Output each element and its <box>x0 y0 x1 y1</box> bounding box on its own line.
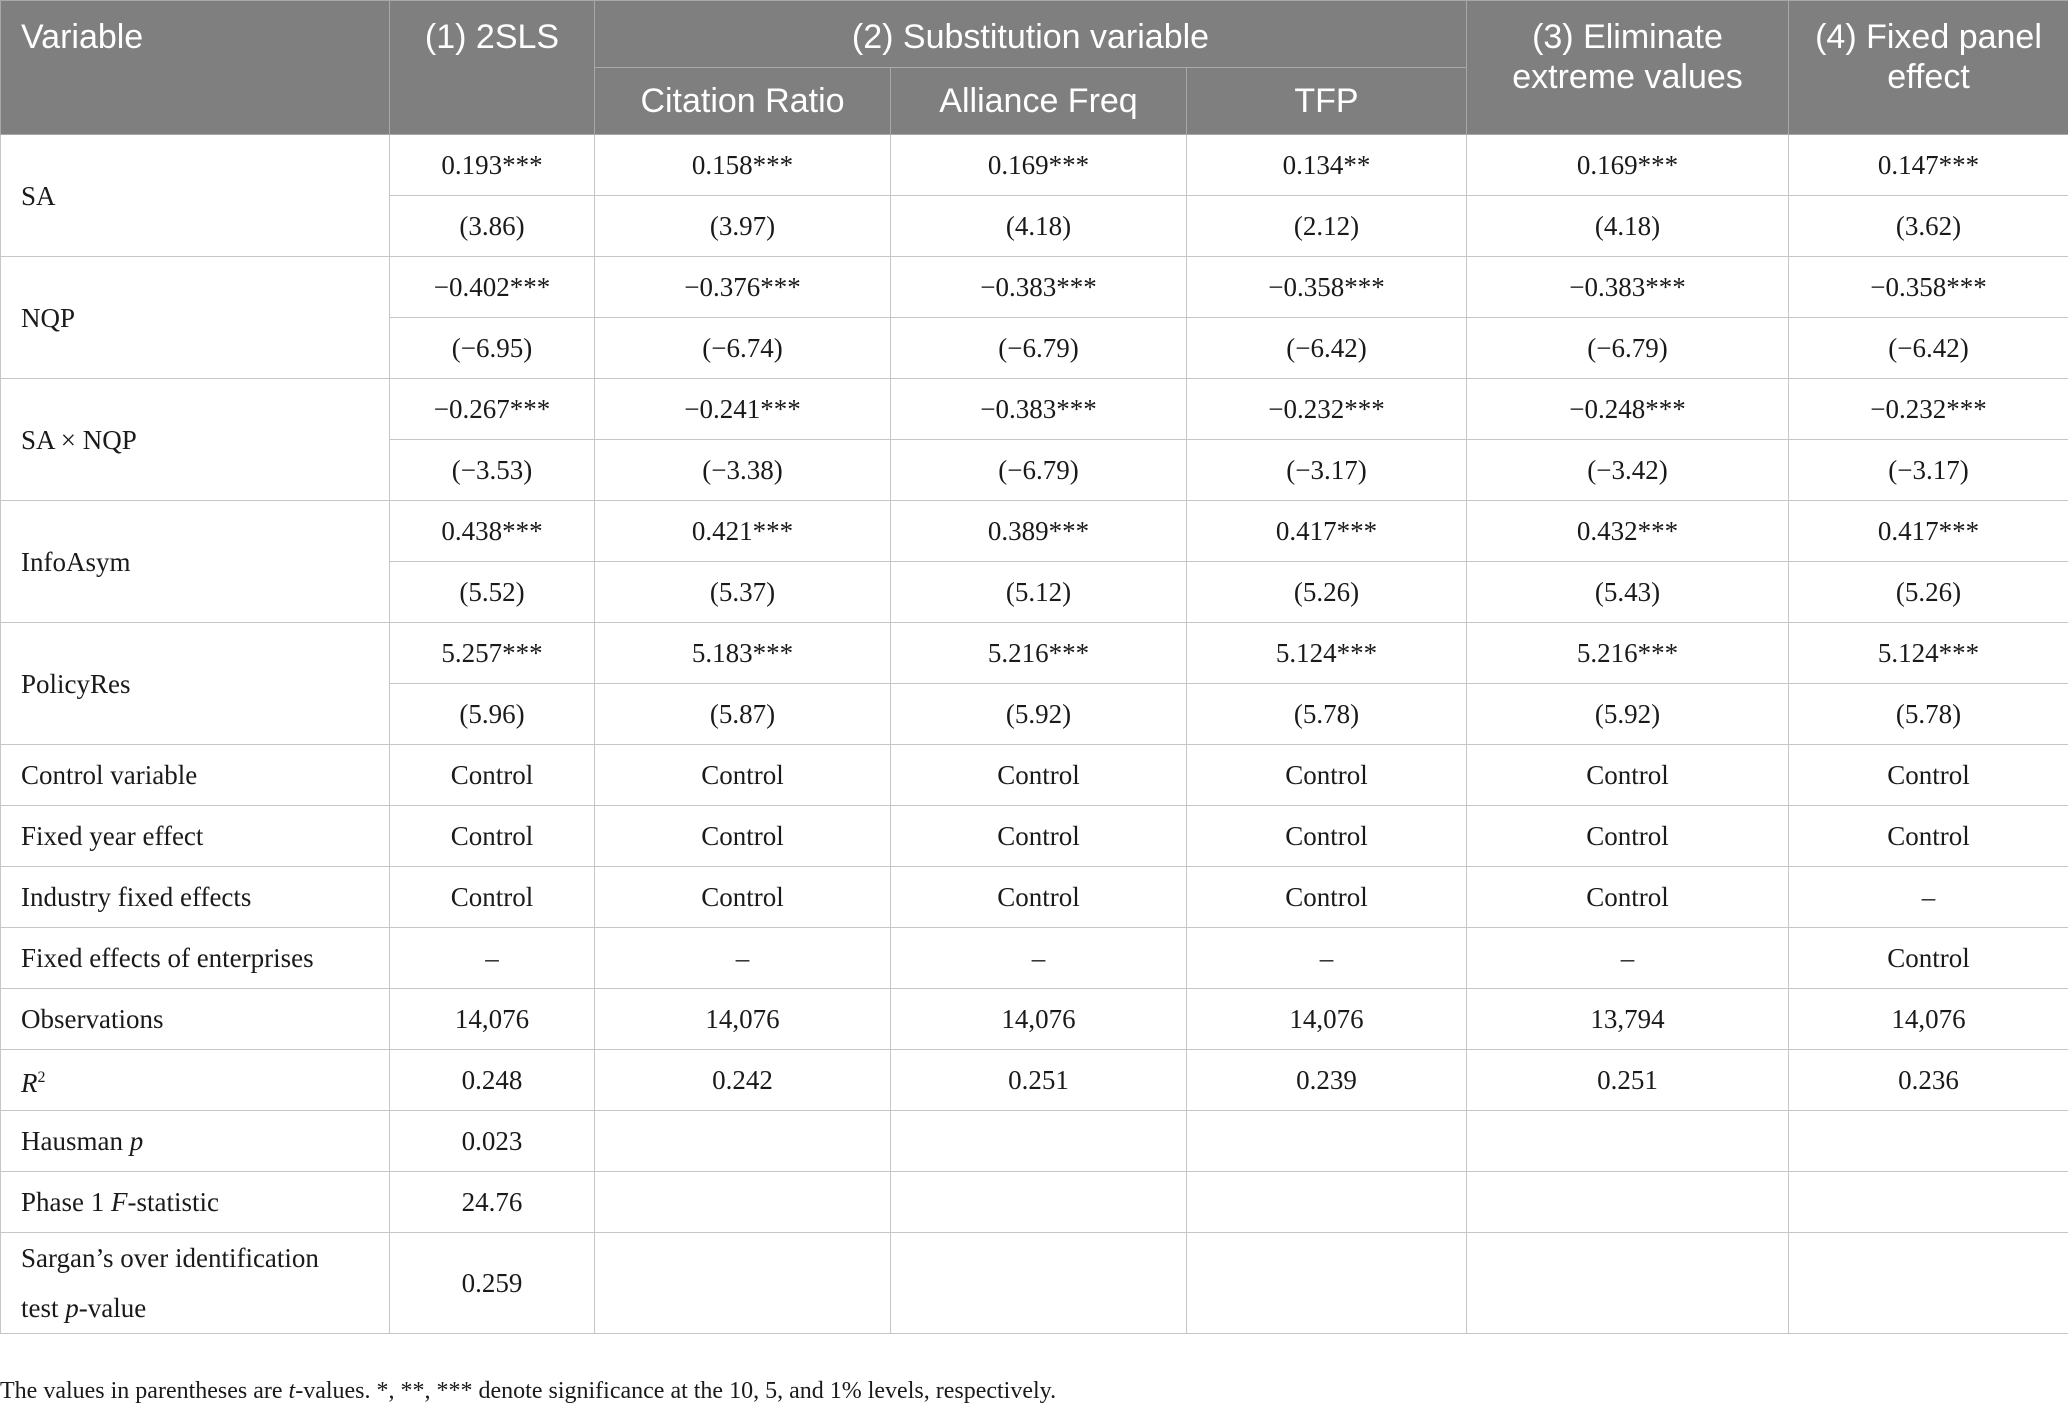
value-cell: 14,076 <box>390 989 595 1050</box>
row-label: InfoAsym <box>1 501 390 623</box>
value-cell: 14,076 <box>891 989 1187 1050</box>
row-label: SA <box>1 135 390 257</box>
empty-cell <box>595 1172 891 1233</box>
t-value-cell: (−6.74) <box>595 318 891 379</box>
value-cell: Control <box>1187 867 1467 928</box>
value-cell: Control <box>390 867 595 928</box>
header-col2b: Alliance Freq <box>891 68 1187 135</box>
value-cell: – <box>595 928 891 989</box>
sargan-label-line2-pre: test <box>21 1293 66 1323</box>
table-row <box>1 1233 2068 1334</box>
row-label <box>1 1050 390 1111</box>
t-value-cell: (5.37) <box>595 562 891 623</box>
empty-cell <box>1789 1233 2068 1334</box>
coefficient-cell: 0.169*** <box>891 135 1187 196</box>
value-cell: 0.248 <box>390 1050 595 1111</box>
t-value-cell: (5.52) <box>390 562 595 623</box>
r2-superscript: 2 <box>37 1068 46 1086</box>
t-value-cell: (3.97) <box>595 196 891 257</box>
coefficient-cell: 5.216*** <box>1467 623 1789 684</box>
value-cell: 0.242 <box>595 1050 891 1111</box>
coefficient-cell: 5.216*** <box>891 623 1187 684</box>
value-cell: Control <box>891 867 1187 928</box>
empty-cell <box>1467 1233 1789 1334</box>
t-value-cell: (4.18) <box>891 196 1187 257</box>
value-cell: Control <box>390 745 595 806</box>
phase1-label: Phase 1 <box>21 1187 111 1217</box>
value-cell: 14,076 <box>1789 989 2068 1050</box>
value-cell: 0.251 <box>891 1050 1187 1111</box>
value-cell: Control <box>390 806 595 867</box>
table-note <box>0 1378 1056 1405</box>
table-row <box>1 1172 2068 1233</box>
value-cell: 0.236 <box>1789 1050 2068 1111</box>
header-variable: Variable <box>1 1 390 135</box>
t-value-cell: (5.92) <box>891 684 1187 745</box>
t-value-cell: (5.78) <box>1789 684 2068 745</box>
t-value-cell: (−6.79) <box>891 440 1187 501</box>
row-label <box>1 1233 390 1334</box>
value-cell: Control <box>595 745 891 806</box>
t-value-cell: (−6.79) <box>891 318 1187 379</box>
table-body <box>1 135 2068 1334</box>
table-row <box>1 623 2068 684</box>
coefficient-cell: 5.124*** <box>1789 623 2068 684</box>
coefficient-cell: −0.267*** <box>390 379 595 440</box>
coefficient-cell: 0.193*** <box>390 135 595 196</box>
t-value-cell: (−3.42) <box>1467 440 1789 501</box>
table-row <box>1 745 2068 806</box>
row-label: Observations <box>1 989 390 1050</box>
value-cell: Control <box>1467 745 1789 806</box>
table-row <box>1 867 2068 928</box>
t-value-cell: (5.78) <box>1187 684 1467 745</box>
row-label: Fixed effects of enterprises <box>1 928 390 989</box>
t-value-cell: (5.92) <box>1467 684 1789 745</box>
coefficient-cell: −0.358*** <box>1789 257 2068 318</box>
t-value-cell: (−6.95) <box>390 318 595 379</box>
t-value-cell: (4.18) <box>1467 196 1789 257</box>
value-cell: – <box>1187 928 1467 989</box>
coefficient-cell: 0.169*** <box>1467 135 1789 196</box>
empty-cell <box>891 1111 1187 1172</box>
coefficient-cell: −0.383*** <box>891 257 1187 318</box>
coefficient-cell: −0.376*** <box>595 257 891 318</box>
coefficient-cell: 5.183*** <box>595 623 891 684</box>
table-row <box>1 501 2068 562</box>
empty-cell <box>1187 1111 1467 1172</box>
value-cell: Control <box>1187 745 1467 806</box>
sargan-label-italic: p <box>65 1293 79 1323</box>
sargan-label-line1: Sargan’s over identification <box>21 1243 319 1273</box>
t-value-cell: (5.26) <box>1789 562 2068 623</box>
note-italic: t <box>288 1378 296 1404</box>
table-row <box>1 806 2068 867</box>
coefficient-cell: 0.147*** <box>1789 135 2068 196</box>
value-cell: 0.239 <box>1187 1050 1467 1111</box>
coefficient-cell: −0.358*** <box>1187 257 1467 318</box>
value-cell: 0.251 <box>1467 1050 1789 1111</box>
value-cell: Control <box>1467 867 1789 928</box>
coefficient-cell: −0.383*** <box>891 379 1187 440</box>
t-value-cell: (−3.17) <box>1187 440 1467 501</box>
value-cell: Control <box>891 745 1187 806</box>
coefficient-cell: 5.257*** <box>390 623 595 684</box>
note-post: -values. *, **, *** denote significance at the 10, 5, and 1% levels, respectively. <box>295 1378 1057 1404</box>
value-cell: 0.023 <box>390 1111 595 1172</box>
coefficient-cell: −0.383*** <box>1467 257 1789 318</box>
empty-cell <box>1789 1172 2068 1233</box>
header-col4: (4) Fixed panel effect <box>1789 1 2068 135</box>
t-value-cell: (3.86) <box>390 196 595 257</box>
table-row <box>1 989 2068 1050</box>
phase1-label-rest: -statistic <box>127 1187 219 1217</box>
coefficient-cell: −0.248*** <box>1467 379 1789 440</box>
table-row <box>1 379 2068 440</box>
t-value-cell: (−6.79) <box>1467 318 1789 379</box>
header-col3: (3) Eliminate extreme values <box>1467 1 1789 135</box>
note-pre: The values in parentheses are <box>0 1378 289 1404</box>
value-cell: – <box>1467 928 1789 989</box>
empty-cell <box>595 1111 891 1172</box>
table-row <box>1 1050 2068 1111</box>
value-cell: – <box>891 928 1187 989</box>
value-cell: 24.76 <box>390 1172 595 1233</box>
coefficient-cell: 0.421*** <box>595 501 891 562</box>
t-value-cell: (5.26) <box>1187 562 1467 623</box>
value-cell: Control <box>595 806 891 867</box>
t-value-cell: (5.96) <box>390 684 595 745</box>
value-cell: – <box>390 928 595 989</box>
empty-cell <box>1187 1233 1467 1334</box>
header-col1: (1) 2SLS <box>390 1 595 135</box>
value-cell: Control <box>1187 806 1467 867</box>
coefficient-cell: −0.232*** <box>1187 379 1467 440</box>
table-row <box>1 928 2068 989</box>
empty-cell <box>595 1233 891 1334</box>
coefficient-cell: 0.134** <box>1187 135 1467 196</box>
table-row <box>1 1111 2068 1172</box>
row-label: Fixed year effect <box>1 806 390 867</box>
t-value-cell: (2.12) <box>1187 196 1467 257</box>
value-cell: 13,794 <box>1467 989 1789 1050</box>
hausman-label-italic: p <box>129 1126 144 1156</box>
coefficient-cell: 0.438*** <box>390 501 595 562</box>
t-value-cell: (5.12) <box>891 562 1187 623</box>
empty-cell <box>891 1172 1187 1233</box>
value-cell: Control <box>1789 928 2068 989</box>
t-value-cell: (5.87) <box>595 684 891 745</box>
header-col2-group: (2) Substitution variable <box>595 1 1467 68</box>
coefficient-cell: 0.158*** <box>595 135 891 196</box>
empty-cell <box>1789 1111 2068 1172</box>
empty-cell <box>1467 1111 1789 1172</box>
t-value-cell: (−6.42) <box>1789 318 2068 379</box>
row-label: SA × NQP <box>1 379 390 501</box>
r2-label: R <box>21 1067 38 1098</box>
empty-cell <box>1187 1172 1467 1233</box>
hausman-label: Hausman <box>21 1126 130 1156</box>
value-cell: Control <box>1789 806 2068 867</box>
t-value-cell: (−3.38) <box>595 440 891 501</box>
row-label: PolicyRes <box>1 623 390 745</box>
coefficient-cell: −0.402*** <box>390 257 595 318</box>
empty-cell <box>1467 1172 1789 1233</box>
table-header <box>1 1 2068 135</box>
value-cell: Control <box>1467 806 1789 867</box>
table-row <box>1 135 2068 196</box>
row-label: NQP <box>1 257 390 379</box>
row-label <box>1 1172 390 1233</box>
coefficient-cell: 5.124*** <box>1187 623 1467 684</box>
coefficient-cell: 0.432*** <box>1467 501 1789 562</box>
t-value-cell: (−3.17) <box>1789 440 2068 501</box>
table-row <box>1 257 2068 318</box>
t-value-cell: (−6.42) <box>1187 318 1467 379</box>
empty-cell <box>891 1233 1187 1334</box>
value-cell: – <box>1789 867 2068 928</box>
phase1-label-italic: F <box>111 1187 128 1217</box>
value-cell: 14,076 <box>595 989 891 1050</box>
t-value-cell: (−3.53) <box>390 440 595 501</box>
row-label: Control variable <box>1 745 390 806</box>
row-label: Industry fixed effects <box>1 867 390 928</box>
header-col2a: Citation Ratio <box>595 68 891 135</box>
coefficient-cell: 0.417*** <box>1187 501 1467 562</box>
coefficient-cell: −0.232*** <box>1789 379 2068 440</box>
coefficient-cell: 0.417*** <box>1789 501 2068 562</box>
coefficient-cell: −0.241*** <box>595 379 891 440</box>
header-col2c: TFP <box>1187 68 1467 135</box>
t-value-cell: (5.43) <box>1467 562 1789 623</box>
value-cell: 0.259 <box>390 1233 595 1334</box>
t-value-cell: (3.62) <box>1789 196 2068 257</box>
value-cell: 14,076 <box>1187 989 1467 1050</box>
row-label <box>1 1111 390 1172</box>
value-cell: Control <box>595 867 891 928</box>
sargan-label-line2-post: -value <box>78 1293 147 1323</box>
coefficient-cell: 0.389*** <box>891 501 1187 562</box>
value-cell: Control <box>1789 745 2068 806</box>
value-cell: Control <box>891 806 1187 867</box>
